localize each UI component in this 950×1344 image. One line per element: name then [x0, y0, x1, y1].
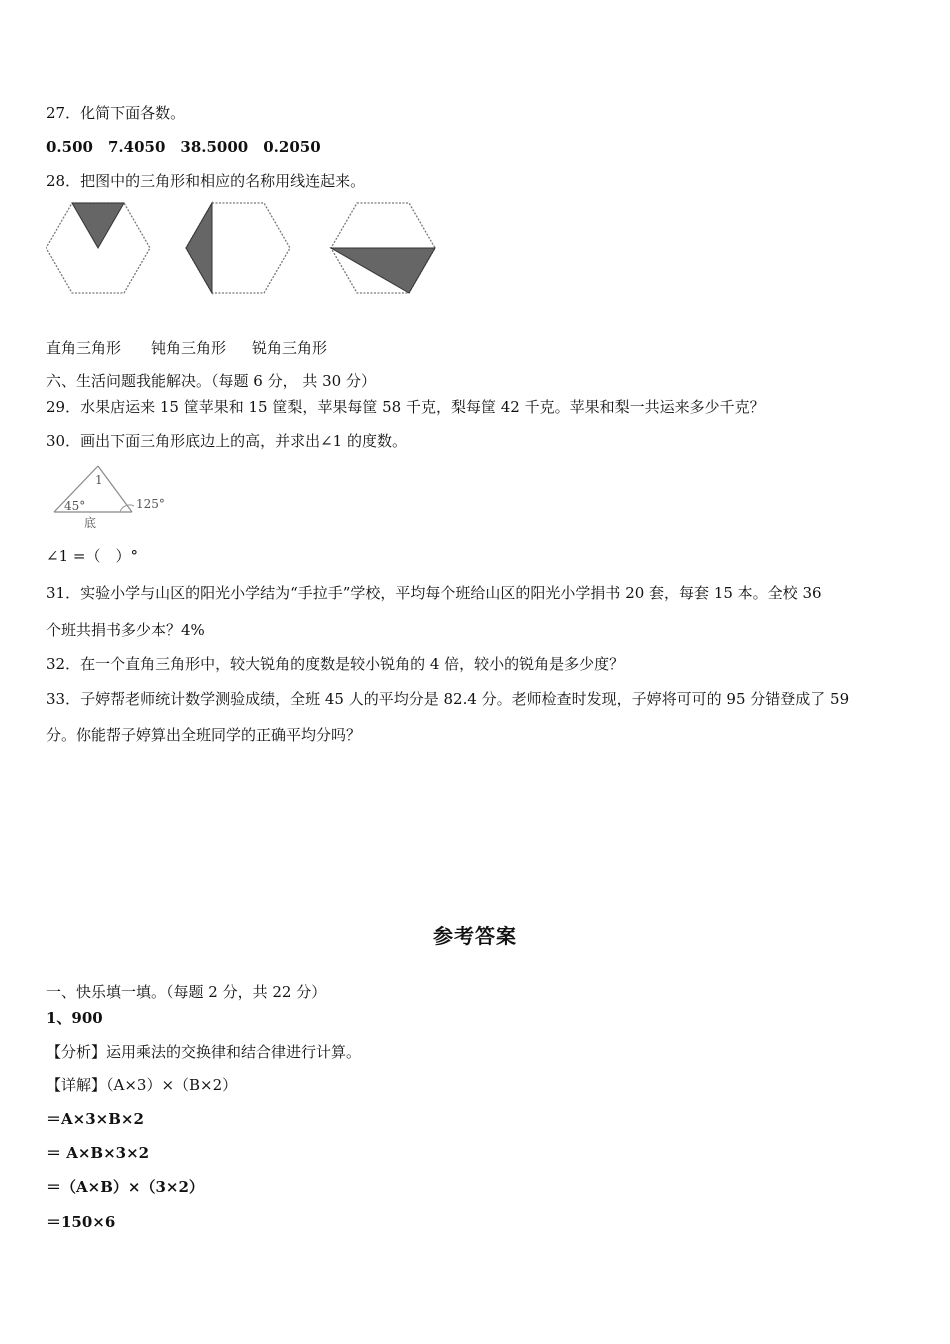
name-right-triangle: 直角三角形	[46, 339, 122, 357]
name-obtuse-triangle: 钝角三角形	[151, 339, 227, 357]
q28-triangle-names	[46, 338, 327, 358]
q30-answer: ∠1 =（ ）°	[46, 547, 138, 565]
q30-title: 30．画出下面三角形底边上的高，并求出∠1 的度数。	[46, 432, 407, 450]
calc-step-1: ＝A×3×B×2	[46, 1110, 144, 1128]
section6-title: 六、生活问题我能解决。（每题 6 分， 共 30 分）	[46, 372, 376, 390]
answers-section1: 一、快乐填一填。（每题 2 分，共 22 分）	[46, 983, 327, 1001]
q27-numbers: 0.500 7.4050 38.5000 0.2050	[46, 138, 321, 156]
q31-line1: 31．实验小学与山区的阳光小学结为“手拉手”学校，平均每个班给山区的阳光小学捐书 20 套，每套 15 本。全校 36	[46, 584, 822, 602]
hexagon-figure-2	[186, 203, 290, 293]
q29-text: 29．水果店运来 15 筐苹果和 15 筐梨，苹果每筐 58 千克，梨每筐 42 千克。苹果和梨一共运来多少千克？	[46, 398, 765, 416]
q28-hexagon-figures	[46, 200, 446, 296]
q30-triangle-figure	[50, 462, 170, 532]
angle-left-label: 45°	[64, 499, 86, 513]
answer-1: 1、900	[46, 1009, 103, 1027]
answers-title: 参考答案	[433, 924, 517, 948]
q28-title: 28．把图中的三角形和相应的名称用线连起来。	[46, 172, 366, 190]
calc-step-3: ＝（A×B）×（3×2）	[46, 1178, 204, 1196]
q33-line1: 33．子婷帮老师统计数学测验成绩，全班 45 人的平均分是 82.4 分。老师检查时发现，子婷将可可的 95 分错登成了 59	[46, 690, 850, 708]
calc-step-2: ＝ A×B×3×2	[46, 1144, 150, 1162]
hexagon-figure-1	[46, 203, 150, 293]
detail-text: 【详解】（A×3）×（B×2）	[46, 1076, 238, 1094]
analysis-text: 【分析】运用乘法的交换律和结合律进行计算。	[46, 1043, 362, 1061]
hexagon-figure-3	[331, 203, 435, 293]
angle-right-label: 125°	[136, 497, 165, 511]
calc-step-4: ＝150×6	[46, 1213, 116, 1231]
angle-top-label: 1	[95, 473, 103, 487]
q32-text: 32．在一个直角三角形中，较大锐角的度数是较小锐角的 4 倍，较小的锐角是多少度？	[46, 655, 625, 673]
base-label: 底	[84, 516, 97, 530]
q33-line2: 分。你能帮子婷算出全班同学的正确平均分吗？	[46, 726, 362, 744]
name-acute-triangle: 锐角三角形	[252, 339, 328, 357]
q27-title: 27．化简下面各数。	[46, 104, 186, 122]
q31-line2: 个班共捐书多少本？4%	[46, 621, 205, 639]
